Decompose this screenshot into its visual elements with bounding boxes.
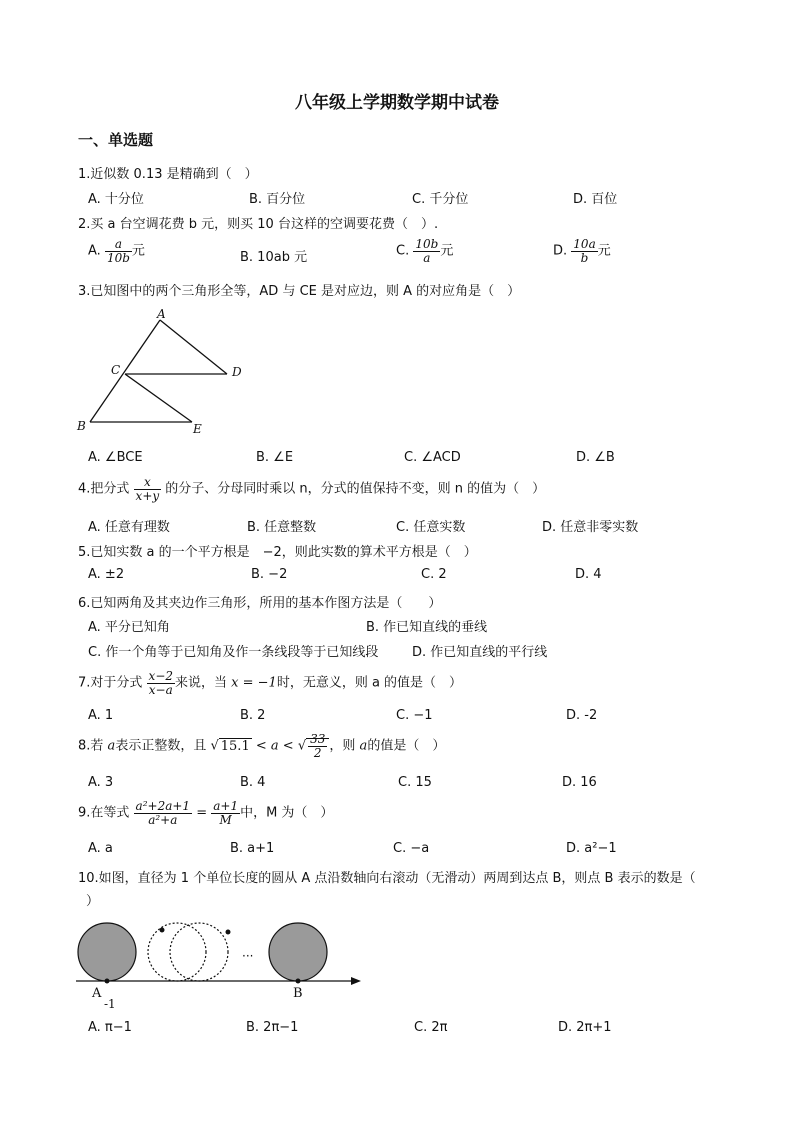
q5-option-b: B. −2 [251,567,288,582]
label-a: A [92,986,102,1001]
q2-option-a: A. $\frac{a}{10b}$ 元 [88,237,145,265]
q1-option-d: D. 百位 [573,192,618,207]
question-5-stem: 5.已知实数 a 的一个平方根是 −2，则此实数的算术平方根是（ ） [78,545,477,560]
question-7-stem: 7.对于分式 $\frac{x-2}{x-a}$ 来说，当 x = −1时，无意义，则 a 的值是（ ） [78,669,463,697]
q8-option-b: B. 4 [240,775,266,790]
q10-option-c: C. 2π [414,1020,448,1035]
q8-option-d: D. 16 [562,775,597,790]
question-10-stem-line1: 10.如图，直径为 1 个单位长度的圆从 A 点沿数轴向右滚动（无滑动）两周到达点 B，则点 B 表示的数是（ [78,871,696,886]
q9-option-a: A. a [88,841,113,856]
q8-option-a: A. 3 [88,775,114,790]
question-4-stem: 4.把分式 $\frac{x}{x+y}$ 的分子、分母同时乘以 n，分式的值保持不变，则 n 的值为（ ） [78,475,546,503]
ellipsis-dots: ··· [242,949,254,963]
q4-option-a: A. 任意有理数 [88,520,170,535]
q7-option-c: C. −1 [396,708,433,723]
congruent-triangles-figure [70,305,260,440]
q4-option-b: B. 任意整数 [247,520,317,535]
label-c: C [111,363,121,377]
q10-option-a: A. π−1 [88,1020,132,1035]
q8-option-c: C. 15 [398,775,432,790]
label-d: D [232,365,242,379]
q5-option-c: C. 2 [421,567,447,582]
q7-option-b: B. 2 [240,708,266,723]
q3-option-b: B. ∠E [256,450,294,465]
label-a: A [157,307,166,321]
label-neg1: -1 [104,997,116,1011]
q3-option-d: D. ∠B [576,450,615,465]
q4-option-c: C. 任意实数 [396,520,466,535]
q10-option-b: B. 2π−1 [246,1020,299,1035]
question-6-stem: 6.已知两角及其夹边作三角形，所用的基本作图方法是（ ） [78,596,442,611]
q6-option-a: A. 平分已知角 [88,620,170,635]
q9-option-c: C. −a [393,841,430,856]
rolling-circle-figure [70,915,370,1015]
question-10-stem-line2: ） [86,894,100,909]
question-3-stem: 3.已知图中的两个三角形全等，AD 与 CE 是对应边，则 A 的对应角是（ ） [78,284,521,299]
q3-option-c: C. ∠ACD [404,450,461,465]
q9-option-b: B. a+1 [230,841,275,856]
label-b: B [293,986,303,1001]
q5-option-d: D. 4 [575,567,602,582]
page-title: 八年级上学期数学期中试卷 [295,93,499,113]
q7-option-d: D. -2 [566,708,598,723]
label-b: B [77,419,86,433]
q6-option-b: B. 作已知直线的垂线 [366,620,488,635]
question-1-stem: 1.近似数 0.13 是精确到（ ） [78,167,258,182]
q6-option-c: C. 作一个角等于已知角及作一条线段等于已知线段 [88,645,379,660]
q2-option-b: B. 10ab 元 [240,250,308,265]
question-9-stem: 9.在等式 $\frac{\text{a²+2a+1}}{\text{a²+a}}$ = $\frac{a+1}{M}$ 中，M 为（ ） [78,799,334,827]
q1-option-c: C. 千分位 [412,192,469,207]
question-8-stem: 8.若 a表示正整数，且 √ 15.1 < a < √ $\frac{33}{2}$ ，则 a的值是（ ） [78,732,446,760]
q5-option-a: A. ±2 [88,567,125,582]
section-heading: 一、单选题 [78,131,154,149]
q2-option-c: C. $\frac{10b}{a}$ 元 [396,237,454,265]
q10-option-d: D. 2π+1 [558,1020,612,1035]
q1-option-a: A. 十分位 [88,192,144,207]
q6-option-d: D. 作已知直线的平行线 [412,645,548,660]
q9-option-d: D. a²−1 [566,841,617,856]
q2-option-d: D. $\frac{10a}{b}$ 元 [553,237,611,265]
label-e: E [193,422,202,436]
q4-option-d: D. 任意非零实数 [542,520,639,535]
question-2-stem: 2.买 a 台空调花费 b 元，则买 10 台这样的空调要花费（ ）. [78,217,439,232]
q3-option-a: A. ∠BCE [88,450,143,465]
q1-option-b: B. 百分位 [249,192,306,207]
q7-option-a: A. 1 [88,708,114,723]
